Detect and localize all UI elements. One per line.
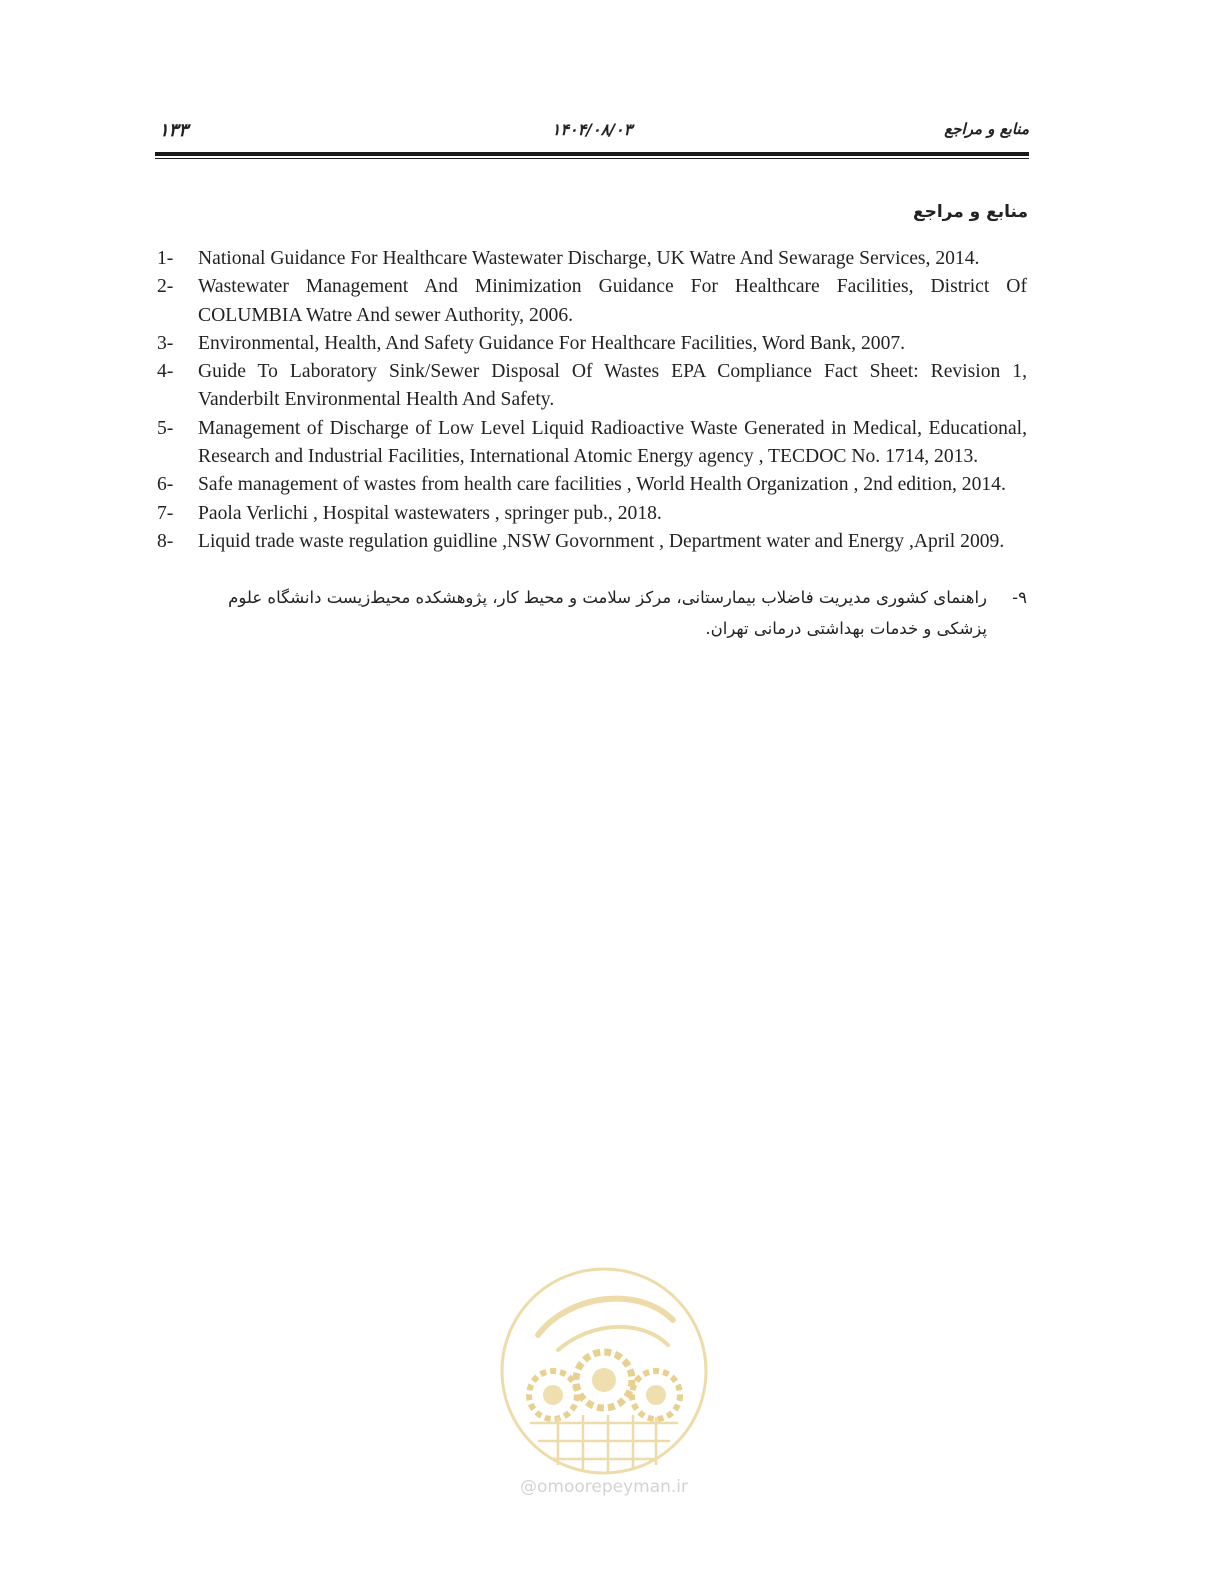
persian-reference-line: [155, 588, 1027, 607]
reference-item: [155, 245, 1027, 273]
reference-item: [155, 528, 1027, 556]
reference-number: 2-: [157, 276, 174, 298]
reference-number: 1-: [157, 248, 174, 269]
reference-text: Guide To Laboratory Sink/Sewer Disposal Of Wastes EPA Compliance Fact Sheet: Revision 1, Vanderbilt Environmental Health And Safety.: [198, 361, 1027, 411]
reference-text: National Guidance For Healthcare Wastewater Discharge, UK Watre And Sewarage Services, 2014.: [198, 248, 980, 269]
header-rule-thin: [155, 158, 1029, 159]
watermark-emblem-icon: [498, 1265, 710, 1477]
persian-reference-number: ۹-: [1012, 588, 1027, 607]
reference-item: [155, 500, 1027, 528]
reference-text: Liquid trade waste regulation guidline ,NSW Govornment , Department water and Energy ,April 2009.: [198, 530, 1005, 552]
reference-item: [155, 330, 1027, 358]
reference-text: Wastewater Management And Minimization Guidance For Healthcare Facilities, District Of COLUMBIA Watre And sewer Authority, 2006.: [198, 276, 1027, 326]
reference-item: [155, 471, 1027, 499]
watermark-logo: [498, 1265, 710, 1505]
header-rule: [155, 152, 1029, 156]
page-header: [155, 118, 1029, 148]
reference-number: 4-: [157, 361, 174, 383]
reference-number: 7-: [157, 502, 174, 524]
reference-list: [155, 245, 1027, 556]
header-date: ۱۴۰۴/۰۸/۰۳: [551, 120, 633, 139]
persian-reference-text: راهنمای کشوری مدیریت فاضلاب بیمارستانی، مرکز سلامت و محیط کار، پژوهشکده محیط‌زیست دانشگاه علوم: [228, 588, 987, 607]
reference-number: 3-: [157, 332, 174, 354]
watermark-url: @omoorepeyman.ir: [519, 1477, 689, 1497]
persian-reference: [155, 588, 1027, 638]
reference-number: 8-: [157, 530, 174, 552]
reference-item: [155, 273, 1027, 330]
reference-item: [155, 358, 1027, 415]
page-number: ۱۳۳: [159, 120, 189, 141]
reference-text: Safe management of wastes from health care facilities , World Health Organization , 2nd edition, 2014.: [198, 474, 1006, 496]
reference-text: Environmental, Health, And Safety Guidance For Healthcare Facilities, Word Bank, 2007.: [198, 332, 906, 354]
reference-number: 5-: [157, 417, 174, 439]
header-title: منابع و مراجع: [944, 120, 1029, 138]
section-heading: منابع و مراجع: [912, 202, 1028, 222]
reference-text: Paola Verlichi , Hospital wastewaters , springer pub., 2018.: [198, 502, 662, 524]
persian-reference-continuation: پزشکی و خدمات بهداشتی درمانی تهران.: [705, 619, 987, 638]
reference-text: Management of Discharge of Low Level Liquid Radioactive Waste Generated in Medical, Educational, Research and Industrial Facilities, International Atomic Energy agency , TECDOC No. 1714, 2013.: [198, 417, 1027, 468]
reference-number: 6-: [157, 474, 174, 496]
reference-item: [155, 415, 1027, 472]
